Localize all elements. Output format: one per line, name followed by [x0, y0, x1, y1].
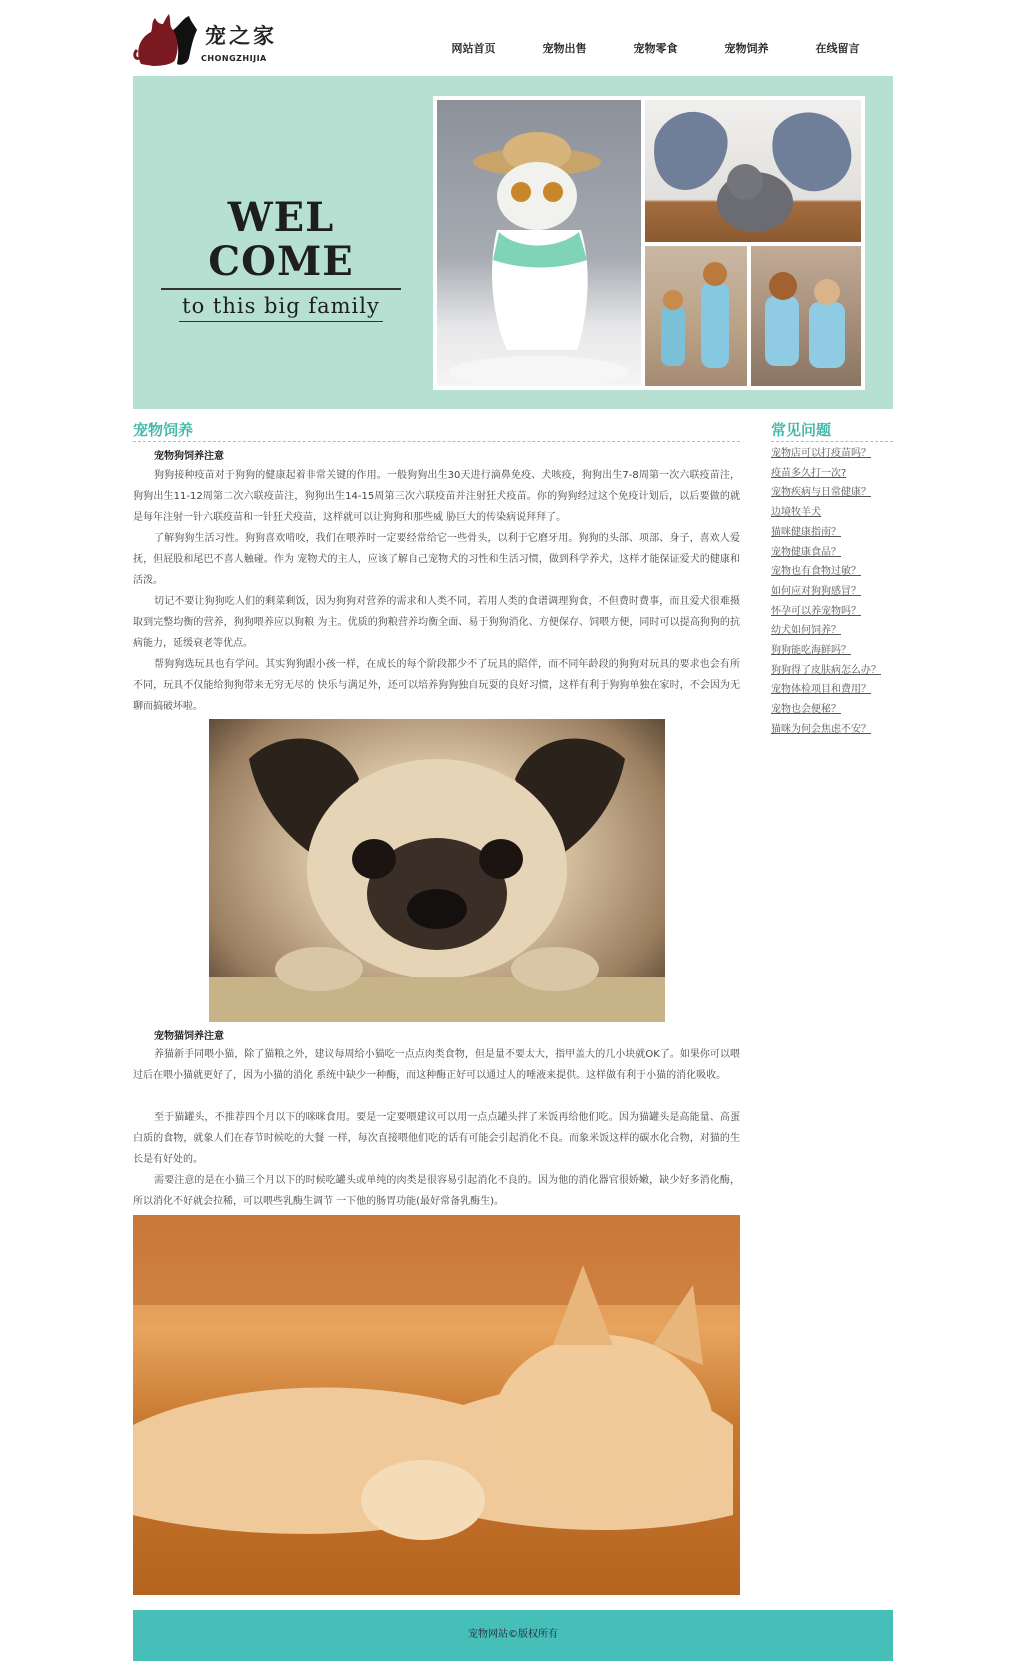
logo-chinese-text: 宠之家 [205, 23, 277, 48]
dog-paragraph-4: 帮狗狗选玩具也有学问。其实狗狗跟小孩一样，在成长的每个阶段都少不了玩具的陪伴，而不同年龄段的狗狗对玩具的要求也会有所不同，玩具不仅能给狗狗带来无穷无尽的 快乐与满足外，还可以培养狗狗独自玩耍的良好习惯，这样有利于狗狗单独在家时，不会因为无聊而搞破坏啦。 [133, 659, 740, 712]
faq-link[interactable]: 宠物店可以打疫苗吗？ [771, 448, 871, 459]
faq-link[interactable]: 边境牧羊犬 [771, 507, 821, 519]
grey-cat-gloves-photo [645, 100, 861, 242]
faq-link[interactable]: 怀孕可以养宠物吗？ [771, 605, 861, 617]
welcome-block [161, 196, 401, 322]
cat-dog-logo-icon [133, 8, 199, 68]
faq-link[interactable]: 猫咪健康指南？ [771, 526, 841, 538]
hero-banner [133, 76, 893, 409]
site-logo[interactable] [133, 8, 283, 68]
faq-section-title: 常见问题 [771, 421, 832, 439]
faq-list [771, 444, 896, 740]
cat-paragraph-3: 需要注意的是在小猫三个月以下的时候吃罐头或单纯的肉类是很容易引起消化不良的。因为他的消化器官很娇嫩，缺少好多消化酶，所以消化不好就会拉稀，可以喂些乳酶生调节 一下他的肠胃功能(最好常备乳酶生)。 [133, 1175, 740, 1207]
cat-with-hat-photo [437, 100, 641, 386]
welcome-title: WEL COME [208, 194, 354, 285]
faq-title-divider [771, 441, 893, 442]
cat-paragraph-2: 至于猫罐头，不推荐四个月以下的咪咪食用。要是一定要喂建议可以用一点点罐头拌了米饭再给他们吃。因为猫罐头是高能量、高蛋白质的食物，就象人们在春节时候吃的大餐 一样，每次直接喂他们吃的话有可能会引起消化不良。而象米饭这样的碳水化合物，对猫的生长是有好处的。 [133, 1112, 740, 1165]
site-footer [133, 1610, 893, 1661]
faq-link[interactable]: 幼犬如何饲养？ [771, 625, 841, 637]
faq-link[interactable]: 狗狗能吃海鲜吗？ [771, 645, 851, 657]
pug-photo [209, 719, 665, 1022]
faq-link[interactable]: 宠物疾病与日常健康？ [771, 487, 871, 499]
dog-paragraph-2: 了解狗狗生活习性。狗狗喜欢啃咬，我们在喂养时一定要经常给它一些骨头，以利于它磨牙用。狗狗的头部、项部、身子，喜欢人爱抚，但屁股和尾巴不喜人触碰。作为 宠物犬的主人，应该了解自己宠物犬的习性和生活习惯，做到科学养犬，这样才能保证爱犬的健康和活泼。 [133, 533, 740, 586]
footer-copyright: 宠物网站©版权所有 [468, 1629, 558, 1640]
main-title-divider [133, 441, 740, 442]
main-nav [428, 40, 883, 56]
nav-pet-sale[interactable]: 宠物出售 [542, 42, 587, 55]
faq-link[interactable]: 宠物健康食品？ [771, 546, 841, 558]
pet-photo-collage [433, 96, 865, 390]
faq-link[interactable]: 宠物也有食物过敏？ [771, 566, 861, 578]
site-header [133, 0, 893, 76]
faq-link[interactable]: 如何应对狗狗感冒？ [771, 585, 861, 597]
tagline-underline [179, 321, 383, 322]
faq-link[interactable]: 狗狗得了皮肤病怎么办？ [771, 664, 881, 676]
child-and-dog-photo-2 [751, 246, 861, 386]
welcome-divider [161, 288, 401, 290]
welcome-tagline: to this big family [182, 294, 380, 318]
logo-english-text: CHONGZHIJIA [201, 54, 267, 63]
child-and-dog-photo-1 [645, 246, 747, 386]
faq-link[interactable]: 疫苗多久打一次? [771, 467, 847, 479]
dog-paragraph-1: 狗狗接种疫苗对于狗狗的健康起着非常关键的作用。一般狗狗出生30天进行滴鼻免疫、犬咳疫，狗狗出生7-8周第一次六联疫苗注，狗狗出生11-12周第二次六联疫苗注，狗狗出生14-15周第三次六联疫苗并注射狂犬疫苗。你的狗狗经过这个免疫计划后，以后要做的就是每年注射一针六联疫苗和一针狂犬疫苗，这样就可以让狗狗和那些威 胁巨大的传染病说拜拜了。 [133, 470, 740, 523]
nav-guestbook[interactable]: 在线留言 [815, 42, 860, 55]
dog-paragraph-3: 切记不要让狗狗吃人们的剩菜剩饭，因为狗狗对营养的需求和人类不同，若用人类的食谱调理狗食，不但费时费事，而且爱犬很难摄取到完整均衡的营养，狗狗喂养应以狗粮 为主。优质的狗粮营养均衡全面、易于狗狗消化、方便保存、饲喂方便，同时可以提高狗狗的抗病能力，延缓衰老等优点。 [133, 596, 740, 649]
sleeping-cat-photo [133, 1215, 740, 1595]
nav-pet-care[interactable]: 宠物饲养 [724, 42, 769, 55]
faq-link[interactable]: 宠物也会便秘？ [771, 704, 841, 716]
cat-care-heading: 宠物猫饲养注意 [154, 1031, 224, 1042]
faq-link[interactable]: 猫咪为何会焦虑不安？ [771, 723, 871, 735]
nav-home[interactable]: 网站首页 [451, 42, 496, 55]
dog-care-heading: 宠物狗饲养注意 [154, 451, 224, 462]
cat-paragraph-1: 养猫新手同喂小猫，除了猫粮之外，建议每周给小猫吃一点点肉类食物，但是量不要太大，指甲盖大的几小块就OK了。如果你可以喂过后在喂小猫就更好了，因为小猫的消化 系统中缺少一种酶，而这种酶正好可以通过人的唾液来提供。这样做有利于小猫的消化吸收。 [133, 1049, 740, 1081]
faq-link[interactable]: 宠物体检项目和费用？ [771, 684, 871, 696]
main-section-title: 宠物饲养 [133, 421, 194, 439]
nav-pet-snacks[interactable]: 宠物零食 [633, 42, 678, 55]
